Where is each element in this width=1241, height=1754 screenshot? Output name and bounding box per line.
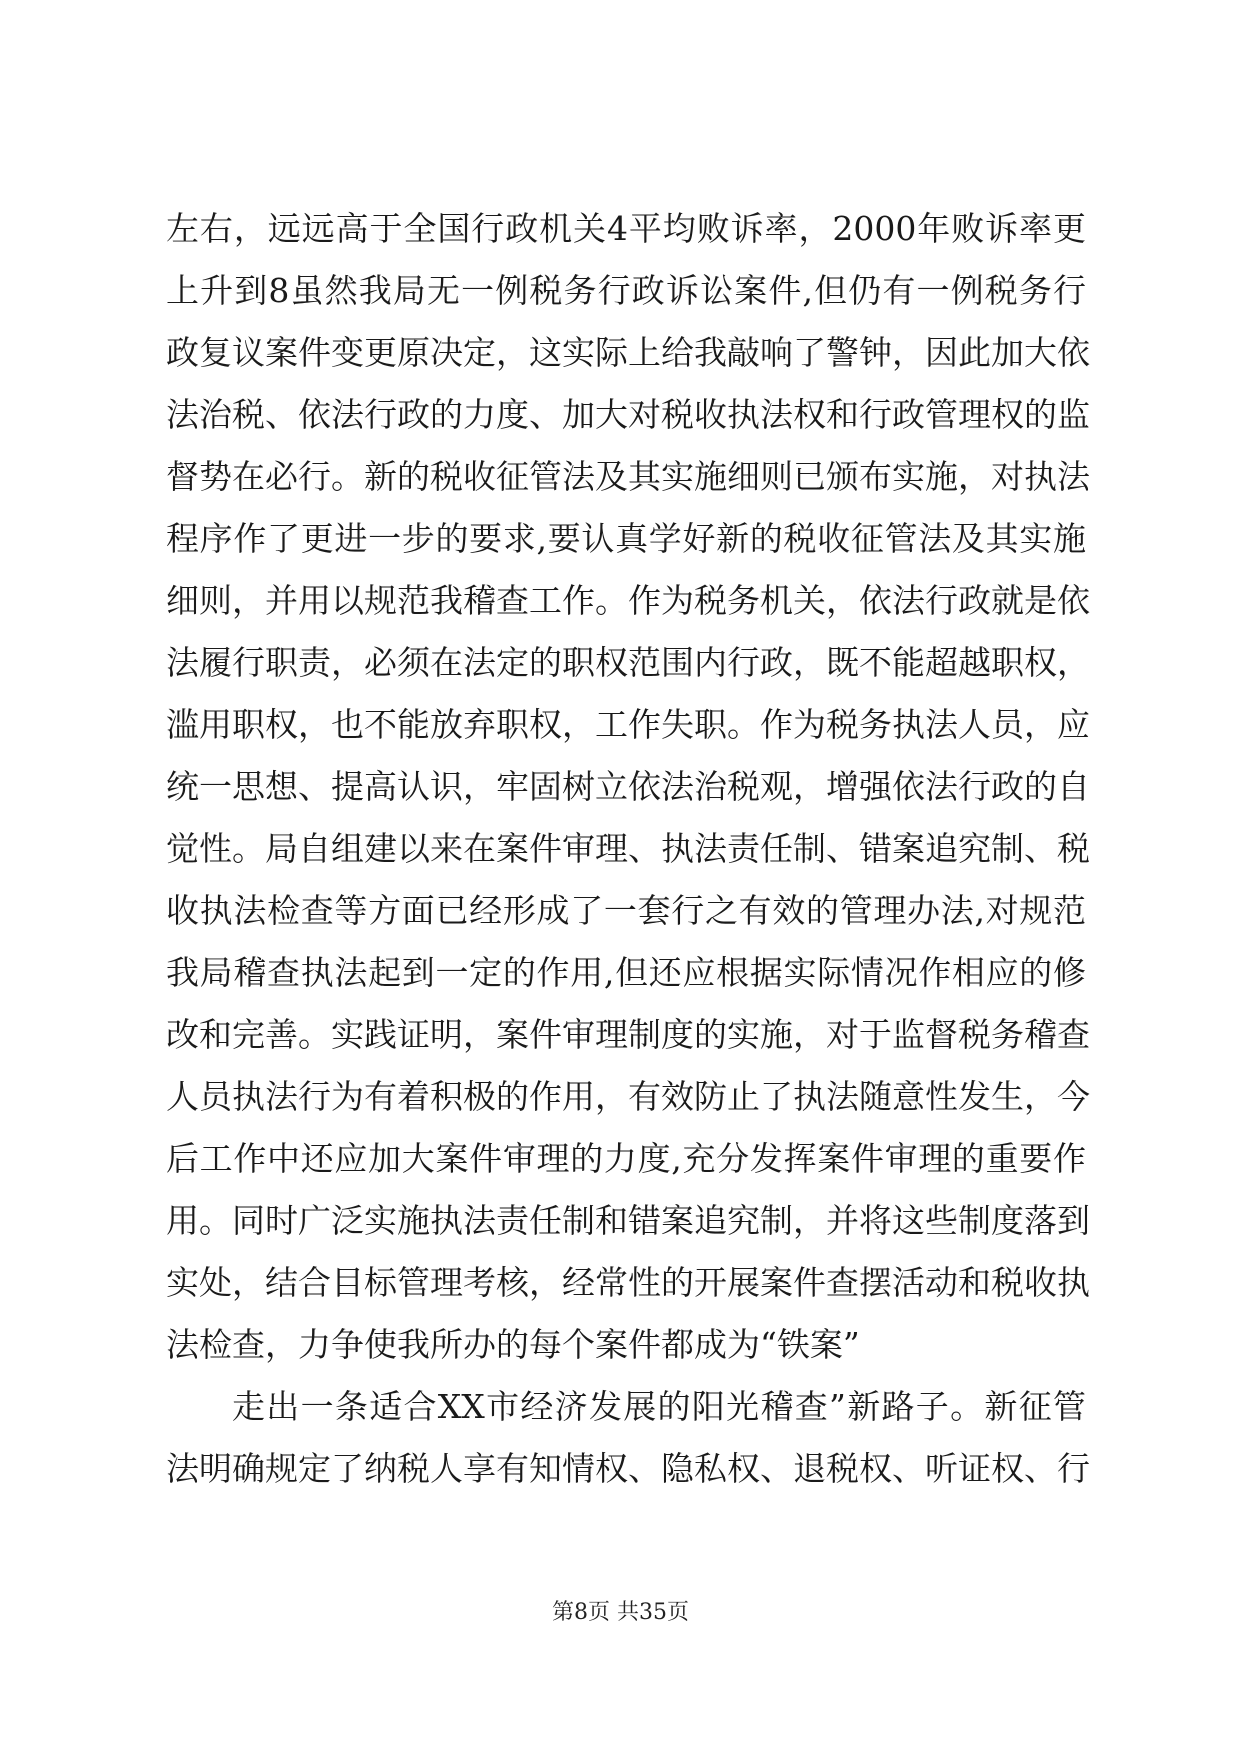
text-line: 收执法检查等方面已经形成了一套行之有效的管理办法,对规范	[166, 891, 1086, 930]
text-line: 程序作了更进一步的要求,要认真学好新的税收征管法及其实施	[166, 519, 1086, 558]
text-line: 法履行职责，必须在法定的职权范围内行政，既不能超越职权，	[166, 643, 1090, 682]
page-number-footer: 第8页 共35页	[552, 1600, 689, 1625]
text-line: 用。同时广泛实施执法责任制和错案追究制，并将这些制度落到	[166, 1201, 1090, 1240]
text-line: 政复议案件变更原决定，这实际上给我敲响了警钟，因此加大依	[166, 333, 1090, 372]
text-line: 滥用职权，也不能放弃职权，工作失职。作为税务执法人员，应	[166, 705, 1090, 744]
text-line: 统一思想、提高认识，牢固树立依法治税观，增强依法行政的自	[166, 767, 1090, 806]
text-line: 法明确规定了纳税人享有知情权、隐私权、退税权、听证权、行	[166, 1449, 1090, 1488]
paragraph-2	[166, 1376, 1090, 1500]
text-line: 细则，并用以规范我稽查工作。作为税务机关，依法行政就是依	[166, 581, 1090, 620]
text-line: 上升到8虽然我局无一例税务行政诉讼案件,但仍有一例税务行	[166, 271, 1086, 310]
text-line: 左右，远远高于全国行政机关4平均败诉率，2000年败诉率更	[166, 209, 1086, 248]
text-line: 走出一条适合XX市经济发展的阳光稽查”新路子。新征管	[232, 1387, 1086, 1426]
text-line: 觉性。局自组建以来在案件审理、执法责任制、错案追究制、税	[166, 829, 1090, 868]
text-line: 人员执法行为有着积极的作用，有效防止了执法随意性发生，今	[166, 1077, 1090, 1116]
text-line: 我局稽查执法起到一定的作用,但还应根据实际情况作相应的修	[166, 953, 1086, 992]
text-line: 实处，结合目标管理考核，经常性的开展案件查摆活动和税收执	[166, 1263, 1090, 1302]
text-line: 法检查，力争使我所办的每个案件都成为“铁案”	[166, 1325, 860, 1364]
document-body	[166, 198, 1090, 1500]
text-line: 改和完善。实践证明，案件审理制度的实施，对于监督税务稽查	[166, 1015, 1090, 1054]
paragraph-1	[166, 198, 1090, 1376]
text-line: 督势在必行。新的税收征管法及其实施细则已颁布实施，对执法	[166, 457, 1090, 496]
text-line: 法治税、依法行政的力度、加大对税收执法权和行政管理权的监	[166, 395, 1090, 434]
text-line: 后工作中还应加大案件审理的力度,充分发挥案件审理的重要作	[166, 1139, 1086, 1178]
